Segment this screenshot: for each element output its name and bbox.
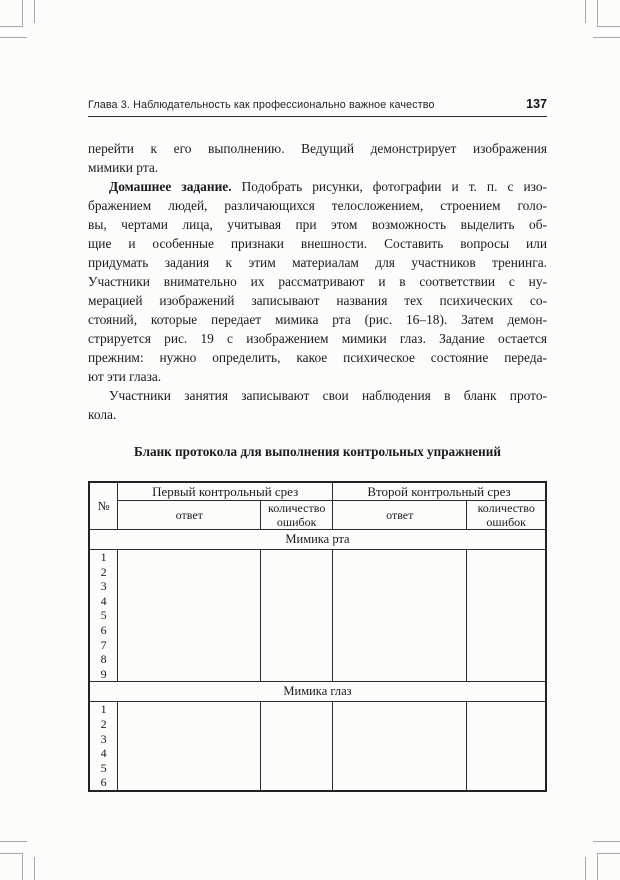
row-number: 7 — [100, 637, 107, 652]
page-content — [88, 97, 547, 792]
row-number: 1 — [100, 702, 107, 717]
text-line: придумать задания к этим материалам для участников тренинга. — [88, 255, 547, 270]
table-header-row-groups — [89, 482, 546, 501]
running-head — [88, 97, 547, 117]
errors-cell-2 — [467, 702, 546, 791]
row-number: 2 — [100, 564, 107, 579]
answer-header-2: ответ — [333, 501, 467, 530]
text-line: ют эти глаза. — [88, 369, 162, 384]
body-text — [88, 139, 547, 424]
text-line: перейти к его выполнению. Ведущий демонстрирует изображения — [88, 141, 547, 156]
row-number: 3 — [100, 579, 107, 594]
section-label-row — [89, 682, 546, 702]
row-number: 6 — [100, 775, 107, 790]
answer-cell-2 — [333, 550, 467, 682]
text-line: бражением людей, различающихся телосложением, строением голо- — [88, 198, 547, 213]
row-number: 5 — [100, 608, 107, 623]
row-number: 8 — [100, 652, 107, 667]
errors-cell-2 — [467, 550, 546, 682]
paragraph-lead: Домашнее задание. — [109, 179, 232, 194]
section-body-row — [89, 550, 546, 682]
page-number: 137 — [526, 97, 547, 111]
text-line: Участники внимательно их рассматривают и в соответствии с ну- — [88, 274, 547, 289]
row-number: 4 — [100, 593, 107, 608]
text-line: прежним: нужно определить, какое психическое состояние переда- — [88, 350, 547, 365]
row-numbers-cell — [89, 550, 118, 682]
section-label-row — [89, 530, 546, 550]
text-line: мимики рта. — [88, 160, 159, 175]
row-number: 1 — [100, 550, 107, 564]
text-line: щие и особенные признаки внешности. Составить вопросы или — [88, 236, 547, 251]
answer-cell-2 — [333, 702, 467, 791]
chapter-title: Глава 3. Наблюдательность как профессионально важное качество — [88, 99, 435, 111]
answer-header-1: ответ — [118, 501, 261, 530]
text-line: вы, чертами лица, учитывая при этом возможность выделить об- — [88, 217, 547, 232]
row-number: 5 — [100, 760, 107, 775]
row-number: 6 — [100, 622, 107, 637]
section-label: Мимика рта — [89, 530, 546, 550]
text-line: кола. — [88, 407, 117, 422]
text-line — [88, 177, 547, 196]
paragraph — [88, 177, 547, 386]
errors-header-1: количество ошибок — [261, 501, 333, 530]
answer-cell-1 — [118, 550, 261, 682]
table-title: Бланк протокола для выполнения контрольных упражнений — [134, 444, 501, 459]
row-numbers-cell — [89, 702, 118, 791]
row-number: 2 — [100, 716, 107, 731]
table-header-row-sub — [89, 501, 546, 530]
errors-header-2: количество ошибок — [467, 501, 546, 530]
paragraph — [88, 386, 547, 424]
text-line: стрируется рис. 19 с изображением мимики глаз. Задание остается — [88, 331, 547, 346]
text-line-rest: Подобрать рисунки, фотографии и т. п. с изо- — [231, 179, 547, 194]
section-label: Мимика глаз — [89, 682, 546, 702]
answer-cell-1 — [118, 702, 261, 791]
row-number: 3 — [100, 731, 107, 746]
errors-cell-1 — [261, 550, 333, 682]
num-column-header: № — [89, 482, 118, 530]
row-number: 9 — [100, 666, 107, 681]
first-slice-header: Первый контрольный срез — [118, 482, 333, 501]
text-line: мерацией изображений записывают названия тех психических со- — [88, 293, 547, 308]
paragraph — [88, 139, 547, 177]
section-body-row — [89, 702, 546, 791]
protocol-table — [88, 481, 547, 792]
text-line: Участники занятия записывают свои наблюдения в бланк прото- — [109, 388, 547, 403]
row-number: 4 — [100, 746, 107, 761]
errors-cell-1 — [261, 702, 333, 791]
second-slice-header: Второй контрольный срез — [333, 482, 546, 501]
text-line: стояний, которые передает мимика рта (рис. 16–18). Затем демон- — [88, 312, 547, 327]
